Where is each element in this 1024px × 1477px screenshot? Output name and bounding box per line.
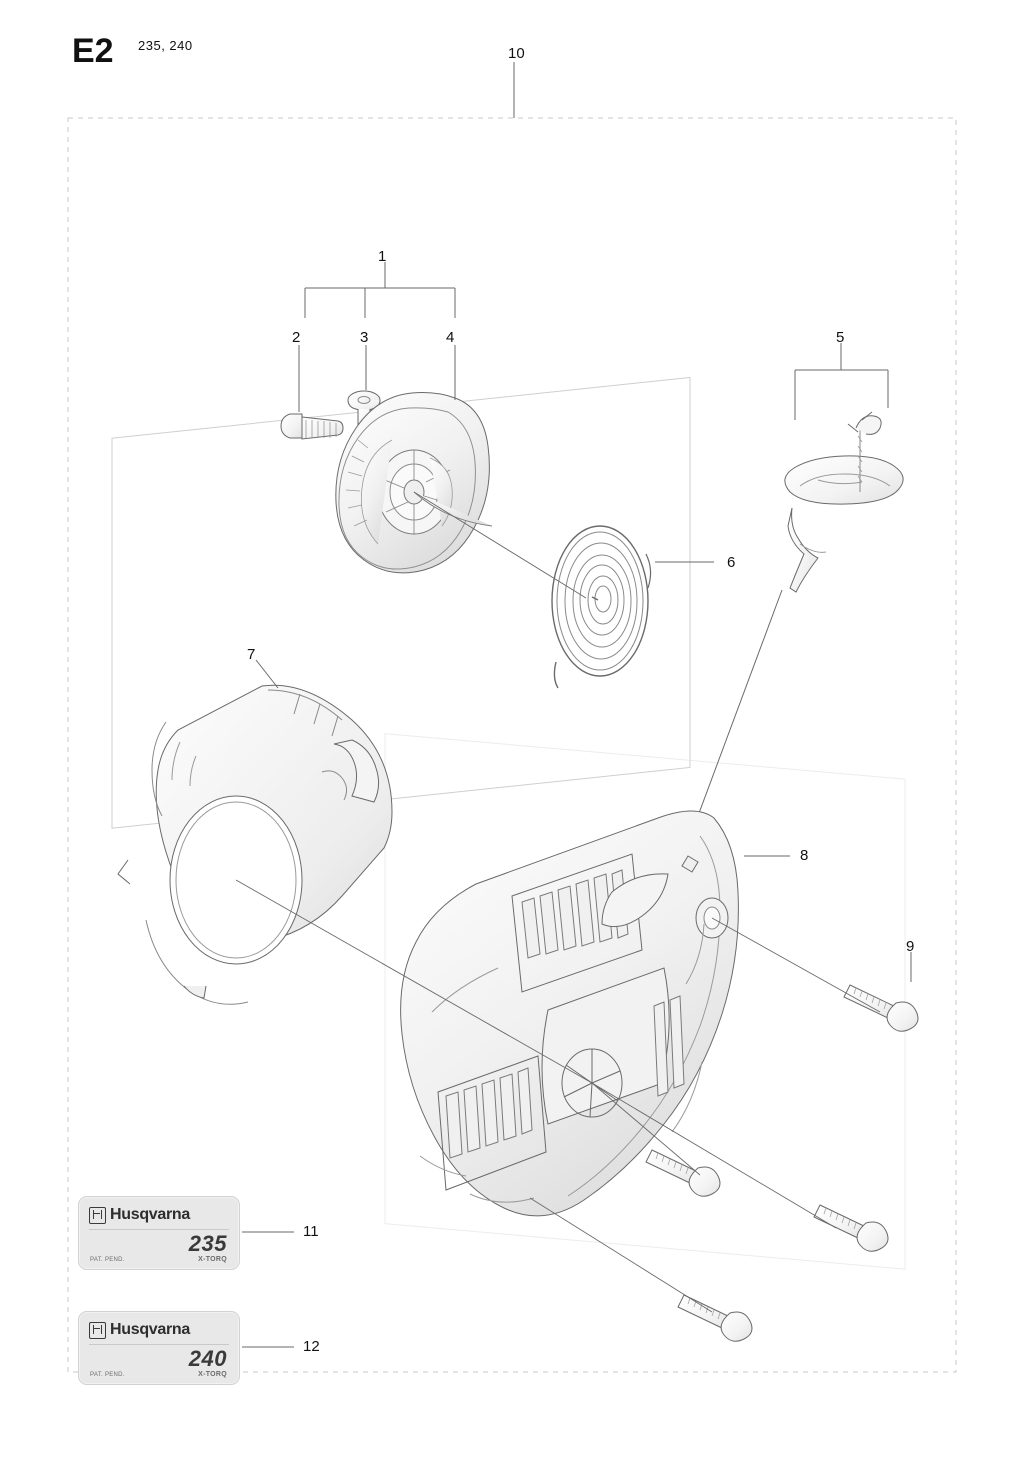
decal-divider	[89, 1229, 229, 1230]
callout-11: 11	[303, 1223, 319, 1240]
part-7-fan-shroud	[118, 685, 392, 1004]
decal-patent-text: PAT. PEND.	[90, 1257, 125, 1263]
callout-2: 2	[292, 329, 301, 346]
callout-9: 9	[906, 938, 915, 955]
decal-240	[78, 1311, 240, 1385]
decal-divider	[89, 1344, 229, 1345]
part-6-recoil-spring	[552, 526, 651, 688]
callout-bracket-5	[795, 343, 888, 420]
decal-model-text: 240	[188, 1346, 227, 1371]
model-list: 235, 240	[138, 38, 193, 53]
callout-7: 7	[247, 646, 256, 663]
decal-brand-row	[89, 1321, 190, 1339]
leader-7	[256, 660, 278, 688]
callout-5: 5	[836, 329, 845, 346]
husqvarna-crown-icon	[89, 1322, 106, 1339]
decal-brand-row	[89, 1206, 190, 1224]
callout-6: 6	[727, 554, 736, 571]
callout-1: 1	[378, 248, 387, 265]
part-8-starter-cover	[401, 811, 739, 1216]
page-code: E2	[72, 32, 114, 70]
part-2-screw	[281, 414, 343, 439]
decal-patent-text: PAT. PEND.	[90, 1372, 125, 1378]
decal-235	[78, 1196, 240, 1270]
decal-brand-text: Husqvarna	[110, 1206, 190, 1223]
decal-xtorq-text: X-TORQ	[198, 1371, 227, 1378]
decal-brand-text: Husqvarna	[110, 1321, 190, 1338]
husqvarna-crown-icon	[89, 1207, 106, 1224]
callout-8: 8	[800, 847, 809, 864]
callout-10: 10	[508, 45, 525, 62]
callout-12: 12	[303, 1338, 320, 1355]
callout-4: 4	[446, 329, 455, 346]
decal-xtorq-text: X-TORQ	[198, 1256, 227, 1263]
callout-bracket-1	[305, 262, 455, 318]
decal-model-text: 235	[188, 1231, 227, 1256]
callout-3: 3	[360, 329, 369, 346]
